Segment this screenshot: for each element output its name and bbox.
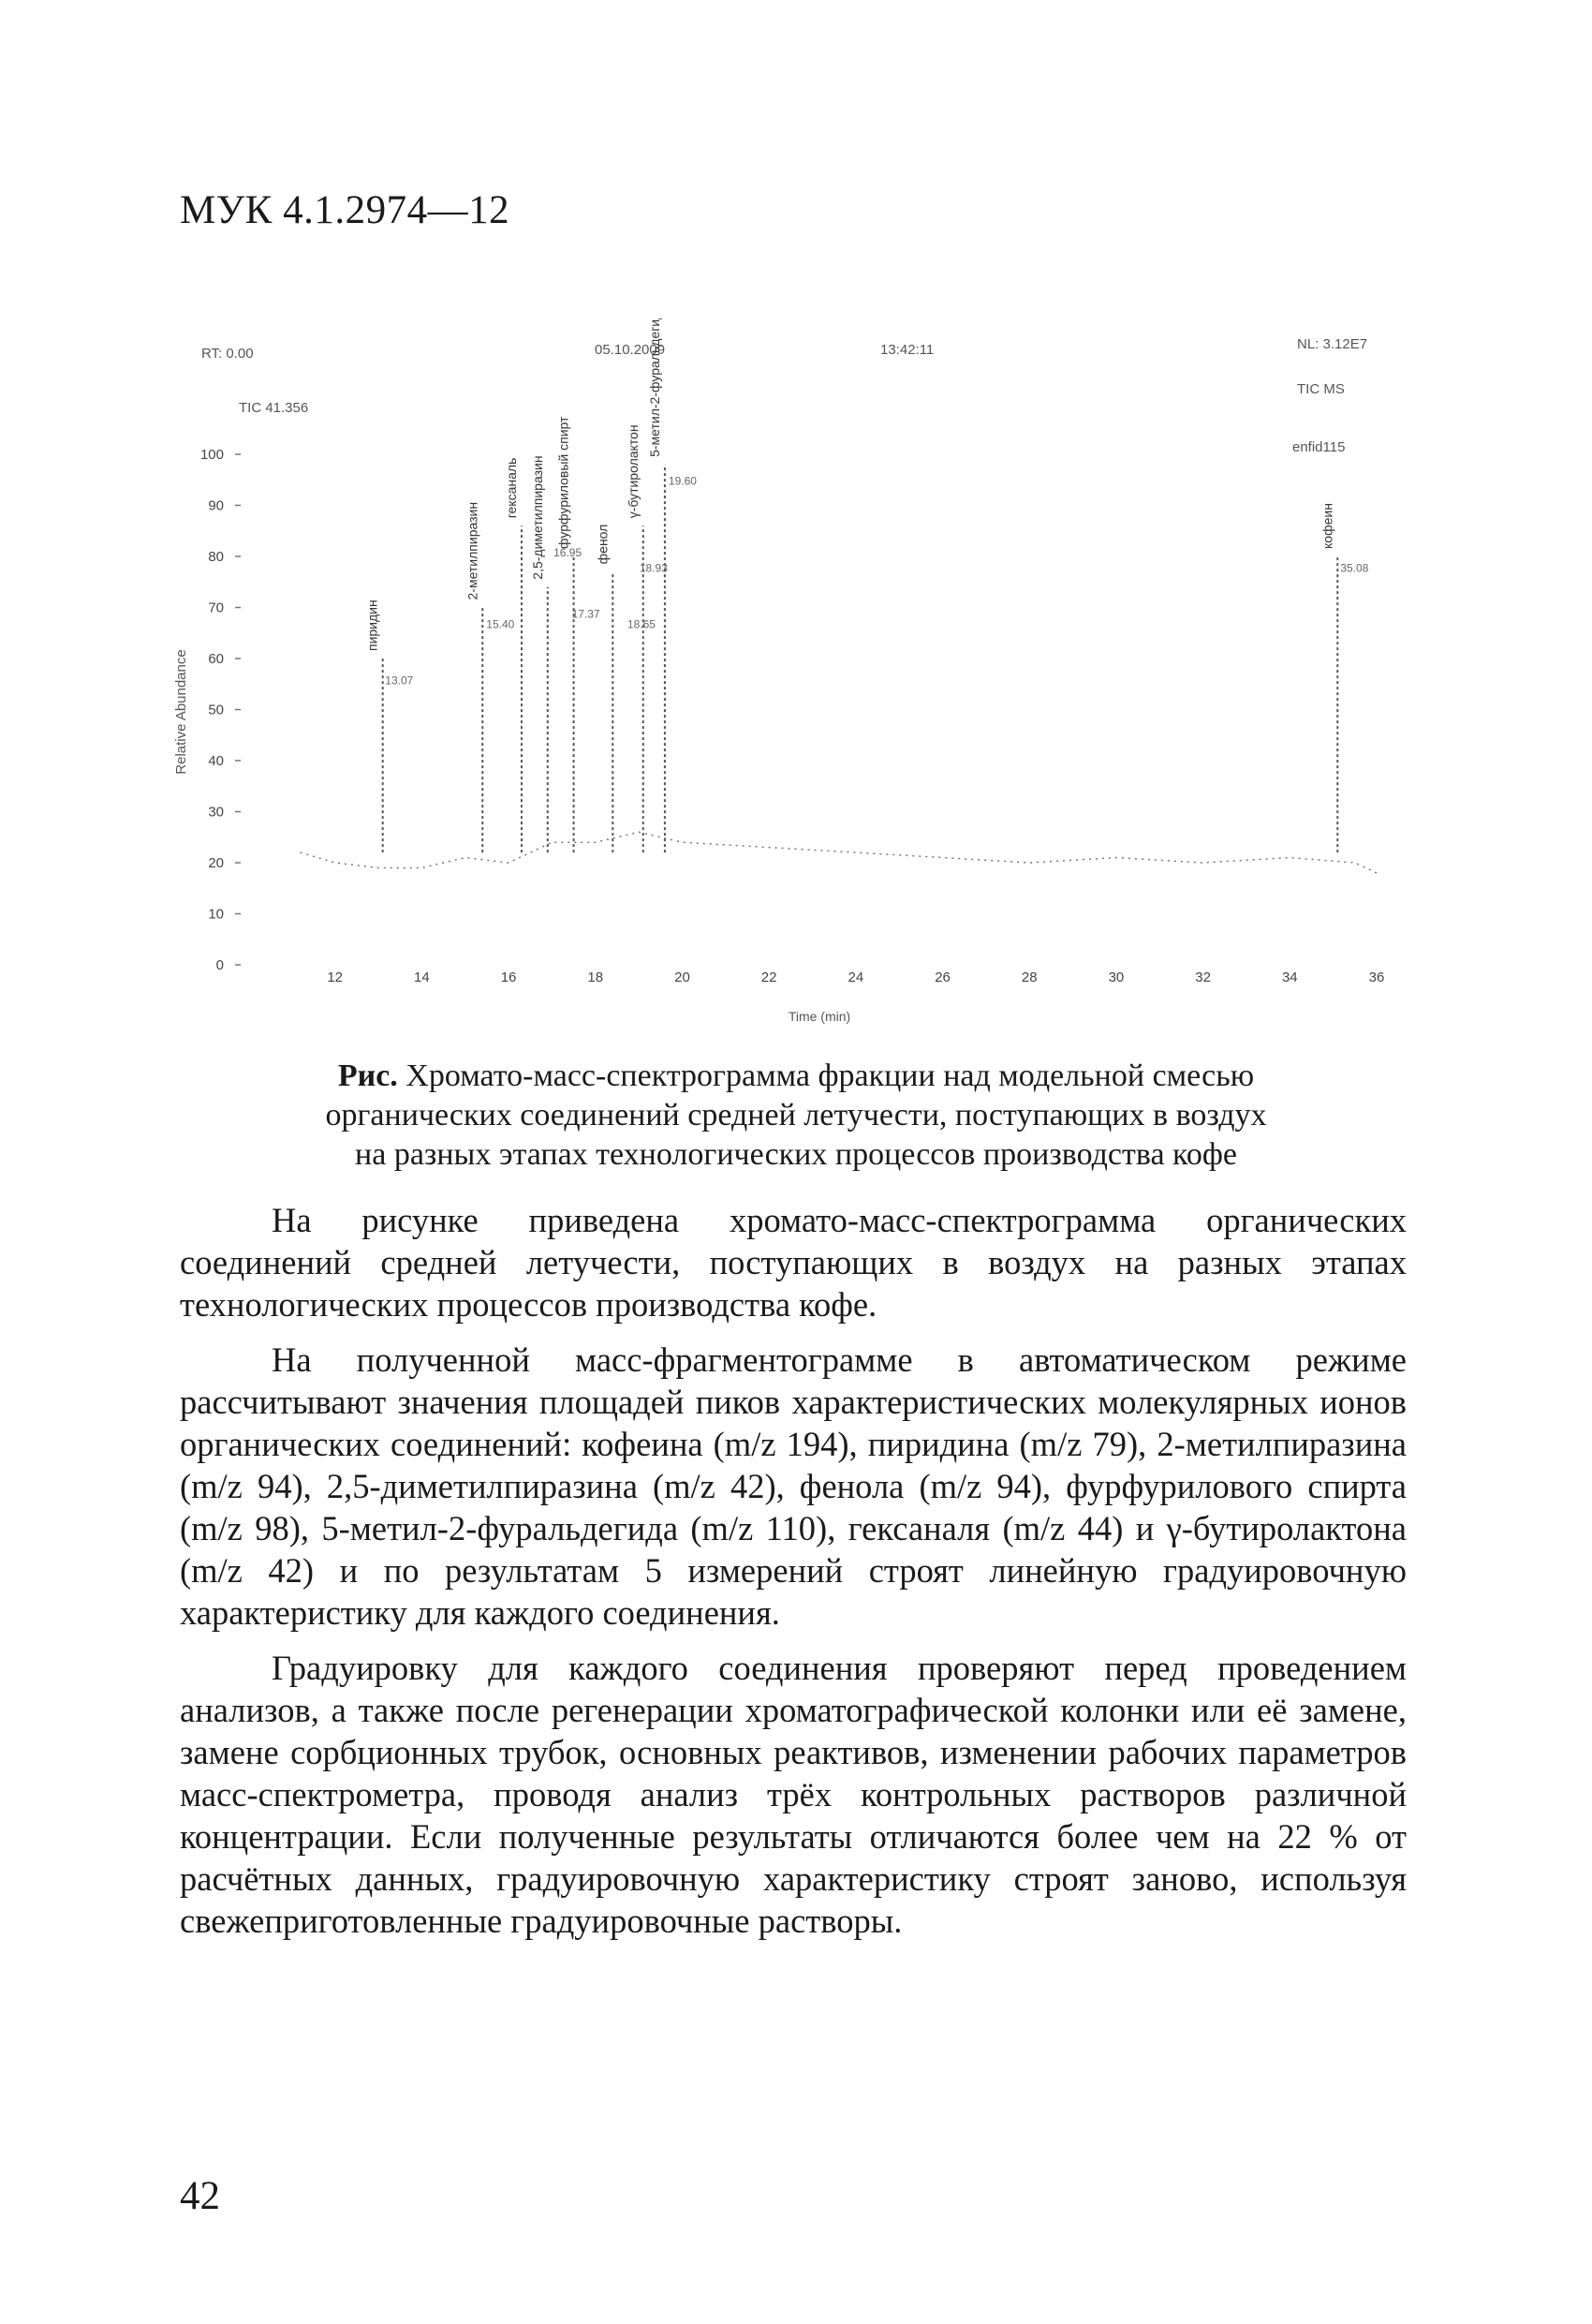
retention-time-label: 16.95: [553, 546, 582, 559]
y-tick-label: 80: [208, 549, 224, 565]
peak-label: 2-метилпиразин: [464, 501, 480, 600]
y-tick-label: 0: [215, 957, 224, 973]
y-tick-label: 90: [208, 497, 224, 514]
x-tick-label: 30: [1108, 970, 1125, 985]
x-tick-label: 28: [1021, 970, 1038, 985]
x-tick-label: 18: [587, 970, 604, 985]
peak-label: 5-метил-2-фуральдегид: [646, 318, 662, 457]
corner-label: TIC 41.356: [239, 400, 309, 416]
retention-time-label: 17.37: [571, 607, 600, 621]
caption-line-2: органических соединений средней летучести, поступающих в воздух: [325, 1098, 1267, 1132]
x-tick-label: 16: [500, 970, 517, 985]
peak-label: фурфуриловый спирт: [555, 416, 571, 549]
retention-time-label: 18.65: [626, 617, 656, 631]
paragraph: На полученной масс-фрагментограмме в автоматическом режиме рассчитывают значения площадей пиков характеристических молекулярных ионов органических соединений: кофеина (m/z 194), пиридина (m/z 79), 2-метилпиразина (m/z 94), 2,5-диметилпиразина (m/z 42), фенола (m/z 94), фурфурилового спирта (m/z 98), 5-метил-2-фуральдегида (m/z 110), гексаналя (m/z 44) и γ-бутиролактона (m/z 42) и по результатам 5 измерений строят линейную градуировочную характеристику для каждого соединения.: [180, 1340, 1407, 1632]
paragraph: Градуировку для каждого соединения проверяют перед проведением анализов, а также после регенерации хроматографической колонки или её замене, замене сорбционных трубок, основных реактивов, изменении рабочих параметров масс-спектрометра, проводя анализ трёх контрольных растворов различной концентрации. Если полученные результаты отличаются более чем на 22 % от расчётных данных, градуировочную характеристику строят заново, используя свежеприготовленные градуировочные растворы.: [180, 1649, 1407, 1940]
corner-label: TIC MS: [1297, 381, 1345, 397]
chromatogram-chart: [159, 318, 1414, 1030]
page-number: 42: [180, 2174, 220, 2218]
corner-label: RT: 0.00: [201, 346, 254, 362]
document-code: МУК 4.1.2974—12: [180, 188, 510, 232]
peak-label: γ-бутиролактон: [625, 424, 641, 519]
corner-label: NL: 3.12E7: [1297, 336, 1368, 352]
y-tick-label: 100: [199, 447, 224, 463]
body-text: [180, 1199, 1407, 1955]
peak-label: гексаналь: [503, 457, 519, 519]
y-tick-label: 70: [208, 600, 224, 616]
caption-line-1: Хромато-масс-спектрограмма фракции над модельной смесью: [405, 1058, 1255, 1093]
peak-label: фенол: [595, 524, 611, 565]
retention-time-label: 35.08: [1340, 561, 1369, 575]
y-axis-label: Relative Abundance: [173, 649, 189, 775]
peak-label: пиридин: [364, 600, 380, 651]
retention-time-label: 15.40: [486, 617, 515, 631]
corner-label: 13:42:11: [880, 342, 935, 358]
x-tick-label: 14: [414, 970, 430, 985]
peak-label: кофеин: [1319, 503, 1335, 549]
y-tick-label: 20: [208, 855, 224, 871]
paragraph: На рисунке приведена хромато-масс-спектрограмма органических соединений средней летучести, поступающих в воздух на разных этапах технологических процессов производства кофе.: [180, 1201, 1407, 1324]
y-tick-label: 40: [208, 753, 224, 769]
retention-time-label: 18.93: [639, 561, 668, 575]
x-axis-label: Time (min): [788, 1009, 851, 1024]
x-tick-label: 36: [1368, 970, 1385, 985]
baseline-trace: [301, 832, 1377, 873]
y-tick-label: 60: [208, 651, 224, 667]
x-tick-label: 20: [674, 970, 690, 985]
y-tick-label: 50: [208, 702, 224, 718]
corner-label: 05.10.2009: [595, 342, 666, 358]
x-tick-label: 26: [935, 970, 951, 985]
y-tick-label: 10: [208, 906, 224, 923]
chromatogram-figure: [159, 318, 1414, 1030]
x-tick-label: 22: [760, 970, 777, 985]
caption-label: Рис.: [337, 1058, 398, 1093]
x-tick-label: 32: [1195, 970, 1211, 985]
corner-label: enfid115: [1292, 439, 1346, 455]
x-tick-label: 12: [327, 970, 344, 985]
x-tick-label: 34: [1281, 970, 1298, 985]
x-tick-label: 24: [848, 970, 864, 985]
caption-line-3: на разных этапах технологических процессов производства кофе: [355, 1137, 1237, 1172]
figure-caption: [225, 1057, 1367, 1175]
y-tick-label: 30: [208, 804, 224, 821]
retention-time-label: 19.60: [668, 474, 697, 488]
peak-label: 2,5-диметилпиразин: [529, 455, 545, 580]
retention-time-label: 13.07: [385, 674, 414, 688]
